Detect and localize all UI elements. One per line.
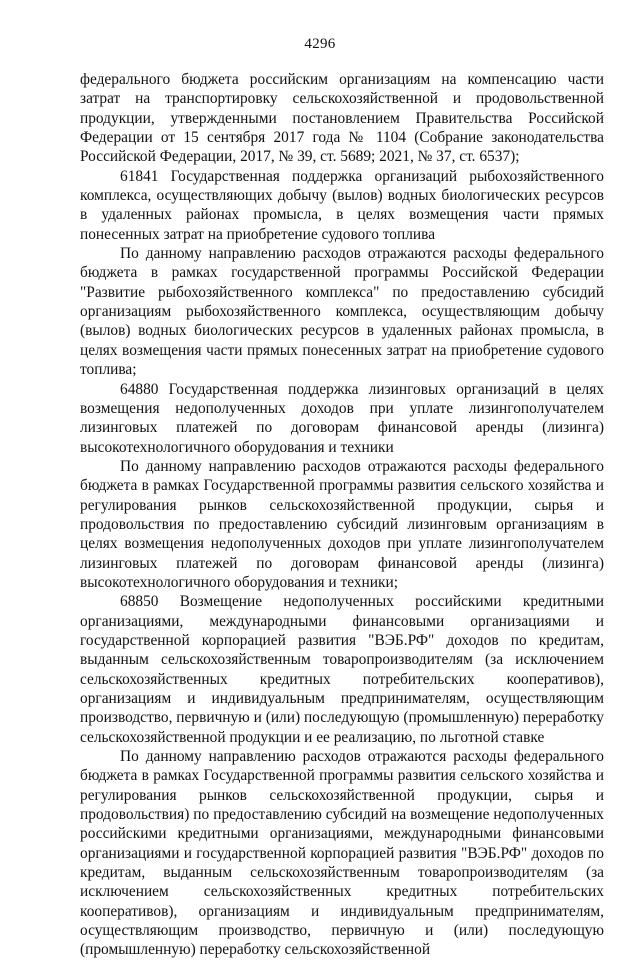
paragraph-continuation: федерального бюджета российским организациям на компенсацию части затрат на транспортировку сельскохозяйственной и продовольственной продукции, утвержденными постановлением Правительства Российской Федерации от 15 сентября 2017 года № 1104 (Собрание законодательства Российской Федерации, 2017, № 39, ст. 5689; 2021, № 37, ст. 6537); (80, 71, 604, 166)
paragraph-description-64880: По данному направлению расходов отражаются расходы федерального бюджета в рамках Государственной программы развития сельского хозяйства и регулирования рынков сельскохозяйственной продукции, сырья и продовольствия по предоставлению субсидий лизинговым организациям в целях возмещения недополученных доходов при уплате лизингополучателем лизинговых платежей по договорам финансовой аренды (лизинга) высокотехнологичного оборудования и техники; (80, 457, 604, 591)
page-number: 4296 (304, 36, 336, 52)
paragraph-description-68850: По данному направлению расходов отражаются расходы федерального бюджета в рамках Государственной программы развития сельского хозяйства и регулирования рынков сельскохозяйственной продукции, сырья и продовольствия) по предоставлению субсидий на возмещение недополученных российскими кредитными организациями, международными финансовыми организациями и государственной корпорацией развития "ВЭБ.РФ" доходов по кредитам, выданным сельскохозяйственным товаропроизводителям (за исключением сельскохозяйственных кредитных потребительских кооперативов), организациям и индивидуальным предпринимателям, осуществляющим производство, первичную и (или) последующую (промышленную) переработку сельскохозяйственной (80, 748, 604, 959)
paragraph-code-61841: 61841 Государственная поддержка организаций рыбохозяйственного комплекса, осуществляющих добычу (вылов) водных биологических ресурсов в удаленных районах промысла, в целях возмещения части прямых понесенных затрат на приобретение судового топлива (80, 167, 604, 243)
paragraph-description-61841: По данному направлению расходов отражаются расходы федерального бюджета в рамках государственной программы Российской Федерации "Развитие рыбохозяйственного комплекса" по предоставлению субсидий организациям рыбохозяйственного комплекса, осуществляющим добычу (вылов) водных биологических ресурсов в удаленных районах промысла, в целях возмещения части прямых понесенных затрат на приобретение судового топлива; (80, 245, 604, 379)
paragraph-code-68850: 68850 Возмещение недополученных российскими кредитными организациями, международными финансовыми организациями и государственной корпорацией развития "ВЭБ.РФ" доходов по кредитам, выданным сельскохозяйственным товаропроизводителям (за исключением сельскохозяйственных кредитных потребительских кооперативов), организациям и индивидуальным предпринимателям, осуществляющим производство, первичную и (или) последующую (промышленную) переработку сельскохозяйственной продукции и ее реализацию, по льготной ставке (80, 593, 604, 746)
paragraph-code-64880: 64880 Государственная поддержка лизинговых организаций в целях возмещения недополученных доходов при уплате лизингополучателем лизинговых платежей по договорам финансовой аренды (лизинга) высокотехнологичного оборудования и техники (80, 380, 604, 456)
document-body (80, 70, 604, 960)
